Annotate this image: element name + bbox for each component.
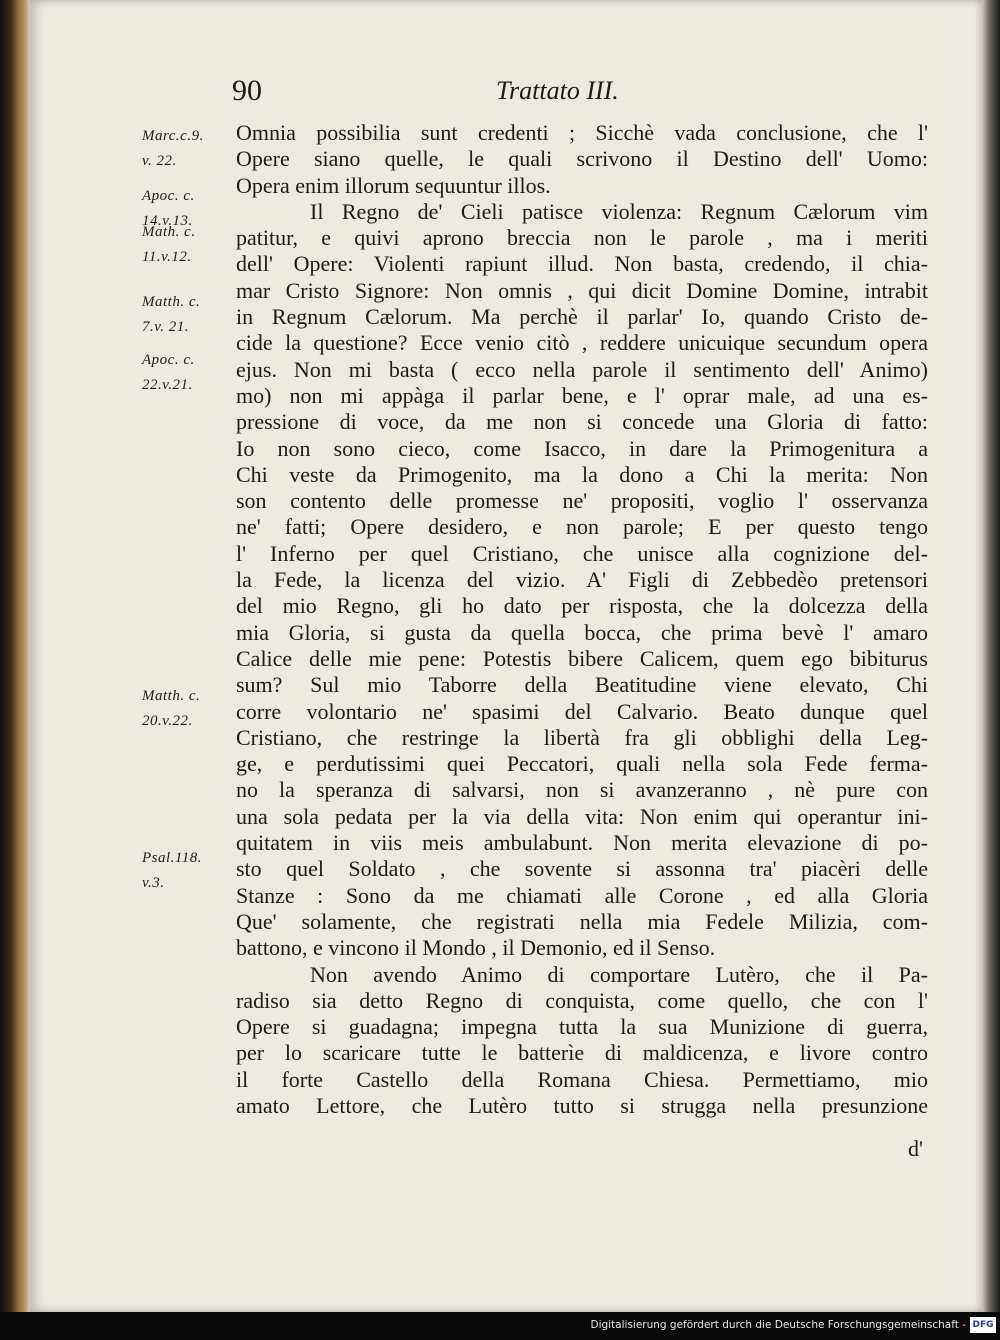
text-line: son contento delle promesse ne' propositi, voglio l' osservanza [236, 488, 928, 514]
text-line: pressione di voce, da me non si concede una Gloria di fatto: [236, 409, 928, 435]
text-line: Opera enim illorum sequuntur illos. [236, 172, 551, 198]
text-line: patitur, e quivi aprono breccia non le parole , ma i meriti [236, 225, 928, 251]
margin-note: Math. c. 11.v.12. [142, 224, 196, 265]
text-line: del mio Regno, gli ho dato per risposta, che la dolcezza della [236, 593, 928, 619]
text-line: l' Inferno per quel Cristiano, che unisce alla cognizione del- [236, 540, 928, 566]
text-line: Opere si guadagna; impegna tutta la sua Munizione di guerra, [236, 1014, 928, 1040]
footer-credit: Digitalisierung gefördert durch die Deutsche Forschungsgemeinschaft - [590, 1319, 966, 1331]
text-line: Io non sono cieco, come Isacco, in dare la Primogenitura a [236, 435, 928, 461]
text-line: Stanze : Sono da me chiamati alle Corone , ed alla Gloria [236, 882, 928, 908]
text-line: Que' solamente, che registrati nella mia Fedele Milizia, com- [236, 908, 928, 934]
book-page [30, 0, 982, 1312]
body-text [236, 120, 928, 1119]
margin-note: Psal.118. v.3. [142, 850, 203, 891]
text-line: sum? Sul mio Taborre della Beatitudine viene elevato, Chi [236, 672, 928, 698]
text-line: dell' Opere: Violenti rapiunt illud. Non basta, credendo, il chia- [236, 251, 928, 277]
text-line: la Fede, la licenza del vizio. A' Figli di Zebbedèo pretensori [236, 567, 928, 593]
text-line: Non avendo Animo di comportare Lutèro, che il Pa- [310, 961, 928, 987]
page-right-edge [982, 0, 1000, 1312]
footer-bar [0, 1312, 1000, 1340]
text-line: ge, e perdutissimi quei Peccatori, quali nella sola Fede ferma- [236, 751, 928, 777]
text-line: Cristiano, che restringe la libertà fra gli obblighi della Leg- [236, 724, 928, 750]
text-line: Chi veste da Primogenito, ma la dono a Chi la merita: Non [236, 461, 928, 487]
text-line: quitatem in viis meis ambulabunt. Non merita elevazione di po- [236, 830, 928, 856]
catchword: d' [908, 1136, 923, 1161]
text-line: battono, e vincono il Mondo , il Demonio, ed il Senso. [236, 935, 716, 961]
book-spine-edge [0, 0, 30, 1312]
running-head: Trattato III. [496, 76, 619, 105]
text-line: no la speranza di salvarsi, non si avanzeranno , nè pure con [236, 777, 928, 803]
page-number: 90 [232, 74, 262, 107]
text-line: cide la questione? Ecce venio citò , reddere unicuique secundum opera [236, 330, 928, 356]
page-header [30, 74, 982, 114]
margin-note: Matth. c. 20.v.22. [142, 688, 201, 729]
text-line: ejus. Non mi basta ( ecco nella parole il sentimento dell' Animo) [236, 356, 928, 382]
margin-note: Apoc. c. 22.v.21. [142, 352, 195, 393]
text-line: amato Lettore, che Lutèro tutto si strugga nella presunzione [236, 1092, 928, 1118]
text-line: per lo scaricare tutte le batterìe di maldicenza, e livore contro [236, 1040, 928, 1066]
text-line: in Regnum Cælorum. Ma perchè il parlar' Io, quando Cristo de- [236, 304, 928, 330]
text-line: Opere siano quelle, le quali scrivono il Destino dell' Uomo: [236, 146, 928, 172]
dfg-logo-icon: DFG [970, 1317, 996, 1333]
text-line: mar Cristo Signore: Non omnis , qui dicit Domine Domine, intrabit [236, 277, 928, 303]
text-line: Calice delle mie pene: Potestis bibere Calicem, quem ego bibiturus [236, 645, 928, 671]
text-line: sto quel Soldato , che sovente si assonna tra' piacèri delle [236, 856, 928, 882]
text-line: mo) non mi appàga il parlar bene, e l' oprar male, ad una es- [236, 382, 928, 408]
text-line: Il Regno de' Cieli patisce violenza: Regnum Cælorum vim [310, 198, 928, 224]
margin-note: Apoc. c. 14.v.13. [142, 188, 195, 229]
margin-note: Marc.c.9. v. 22. [142, 128, 204, 169]
text-line: radiso sia detto Regno di conquista, come quello, che con l' [236, 987, 928, 1013]
text-line: mia Gloria, si gusta da quella bocca, che prima bevè l' amaro [236, 619, 928, 645]
text-line: una sola pedata per la via della vita: Non enim qui operantur ini- [236, 803, 928, 829]
text-line: il forte Castello della Romana Chiesa. Permettiamo, mio [236, 1066, 928, 1092]
text-line: corre volontario ne' spasimi del Calvario. Beato dunque quel [236, 698, 928, 724]
margin-note: Matth. c. 7.v. 21. [142, 294, 201, 335]
text-line: Omnia possibilia sunt credenti ; Sicchè vada conclusione, che l' [236, 120, 928, 145]
text-line: ne' fatti; Opere desidero, e non parole; E per questo tengo [236, 514, 928, 540]
